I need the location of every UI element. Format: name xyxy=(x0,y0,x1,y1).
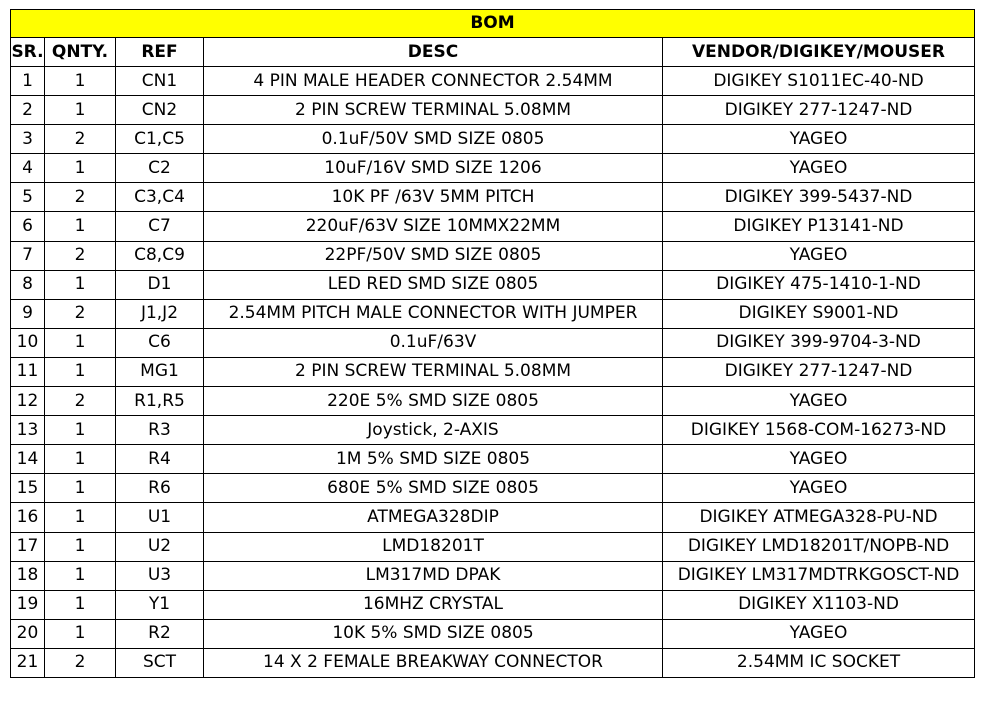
cell-sr: 10 xyxy=(11,328,45,357)
cell-qnty: 2 xyxy=(45,183,116,212)
column-header-sr: SR. xyxy=(11,38,45,67)
table-row xyxy=(11,212,975,241)
cell-qnty: 1 xyxy=(45,328,116,357)
cell-vendor: DIGIKEY S1011EC-40-ND xyxy=(663,67,975,96)
cell-sr: 5 xyxy=(11,183,45,212)
cell-desc: 22PF/50V SMD SIZE 0805 xyxy=(204,241,663,270)
cell-desc: 1M 5% SMD SIZE 0805 xyxy=(204,445,663,474)
cell-vendor: DIGIKEY X1103-ND xyxy=(663,590,975,619)
table-title-row xyxy=(11,10,975,38)
cell-vendor: DIGIKEY S9001-ND xyxy=(663,299,975,328)
table-row xyxy=(11,67,975,96)
cell-qnty: 1 xyxy=(45,561,116,590)
cell-sr: 21 xyxy=(11,648,45,677)
cell-sr: 3 xyxy=(11,125,45,154)
cell-ref: U3 xyxy=(116,561,204,590)
cell-qnty: 1 xyxy=(45,212,116,241)
cell-vendor: DIGIKEY P13141-ND xyxy=(663,212,975,241)
cell-ref: R3 xyxy=(116,416,204,445)
cell-sr: 15 xyxy=(11,474,45,503)
cell-desc: LM317MD DPAK xyxy=(204,561,663,590)
cell-vendor: YAGEO xyxy=(663,125,975,154)
table-row xyxy=(11,96,975,125)
cell-qnty: 2 xyxy=(45,299,116,328)
cell-qnty: 1 xyxy=(45,474,116,503)
cell-sr: 13 xyxy=(11,416,45,445)
cell-vendor: YAGEO xyxy=(663,387,975,416)
cell-ref: CN1 xyxy=(116,67,204,96)
table-row xyxy=(11,561,975,590)
cell-sr: 19 xyxy=(11,590,45,619)
table-row xyxy=(11,154,975,183)
cell-desc: 680E 5% SMD SIZE 0805 xyxy=(204,474,663,503)
cell-sr: 4 xyxy=(11,154,45,183)
cell-sr: 8 xyxy=(11,270,45,299)
cell-vendor: YAGEO xyxy=(663,241,975,270)
cell-qnty: 1 xyxy=(45,67,116,96)
cell-ref: U1 xyxy=(116,503,204,532)
table-row xyxy=(11,474,975,503)
cell-ref: Y1 xyxy=(116,590,204,619)
cell-sr: 11 xyxy=(11,357,45,386)
cell-vendor: 2.54MM IC SOCKET xyxy=(663,648,975,677)
cell-qnty: 1 xyxy=(45,270,116,299)
cell-vendor: DIGIKEY 1568-COM-16273-ND xyxy=(663,416,975,445)
cell-desc: 220E 5% SMD SIZE 0805 xyxy=(204,387,663,416)
cell-ref: R1,R5 xyxy=(116,387,204,416)
table-row xyxy=(11,270,975,299)
cell-sr: 1 xyxy=(11,67,45,96)
cell-ref: SCT xyxy=(116,648,204,677)
cell-ref: CN2 xyxy=(116,96,204,125)
cell-qnty: 1 xyxy=(45,503,116,532)
cell-desc: Joystick, 2-AXIS xyxy=(204,416,663,445)
cell-sr: 6 xyxy=(11,212,45,241)
cell-ref: D1 xyxy=(116,270,204,299)
table-row xyxy=(11,590,975,619)
cell-qnty: 1 xyxy=(45,445,116,474)
table-row xyxy=(11,532,975,561)
cell-sr: 9 xyxy=(11,299,45,328)
cell-qnty: 1 xyxy=(45,357,116,386)
cell-ref: C1,C5 xyxy=(116,125,204,154)
cell-ref: R6 xyxy=(116,474,204,503)
cell-vendor: DIGIKEY 399-5437-ND xyxy=(663,183,975,212)
cell-vendor: DIGIKEY 475-1410-1-ND xyxy=(663,270,975,299)
cell-desc: 10K PF /63V 5MM PITCH xyxy=(204,183,663,212)
cell-sr: 2 xyxy=(11,96,45,125)
cell-desc: 2 PIN SCREW TERMINAL 5.08MM xyxy=(204,96,663,125)
cell-sr: 7 xyxy=(11,241,45,270)
table-row xyxy=(11,387,975,416)
table-row xyxy=(11,125,975,154)
cell-ref: C8,C9 xyxy=(116,241,204,270)
cell-qnty: 1 xyxy=(45,416,116,445)
cell-sr: 16 xyxy=(11,503,45,532)
cell-vendor: DIGIKEY 277-1247-ND xyxy=(663,96,975,125)
table-row xyxy=(11,503,975,532)
cell-desc: 14 X 2 FEMALE BREAKWAY CONNECTOR xyxy=(204,648,663,677)
cell-desc: 220uF/63V SIZE 10MMX22MM xyxy=(204,212,663,241)
cell-vendor: YAGEO xyxy=(663,154,975,183)
cell-vendor: DIGIKEY ATMEGA328-PU-ND xyxy=(663,503,975,532)
cell-sr: 20 xyxy=(11,619,45,648)
cell-desc: 2.54MM PITCH MALE CONNECTOR WITH JUMPER xyxy=(204,299,663,328)
cell-ref: R2 xyxy=(116,619,204,648)
cell-desc: 10K 5% SMD SIZE 0805 xyxy=(204,619,663,648)
cell-vendor: DIGIKEY 399-9704-3-ND xyxy=(663,328,975,357)
column-header-ref: REF xyxy=(116,38,204,67)
cell-sr: 12 xyxy=(11,387,45,416)
table-body xyxy=(11,67,975,678)
table-row xyxy=(11,357,975,386)
cell-sr: 18 xyxy=(11,561,45,590)
table-row xyxy=(11,445,975,474)
table-row xyxy=(11,183,975,212)
bom-table xyxy=(10,9,975,678)
column-header-desc: DESC xyxy=(204,38,663,67)
table-row xyxy=(11,648,975,677)
cell-desc: 4 PIN MALE HEADER CONNECTOR 2.54MM xyxy=(204,67,663,96)
cell-ref: C7 xyxy=(116,212,204,241)
cell-vendor: DIGIKEY LM317MDTRKGOSCT-ND xyxy=(663,561,975,590)
cell-vendor: DIGIKEY 277-1247-ND xyxy=(663,357,975,386)
cell-qnty: 1 xyxy=(45,154,116,183)
column-header-row xyxy=(11,38,975,67)
cell-desc: 0.1uF/50V SMD SIZE 0805 xyxy=(204,125,663,154)
cell-ref: U2 xyxy=(116,532,204,561)
cell-ref: C2 xyxy=(116,154,204,183)
table-title: BOM xyxy=(11,10,975,38)
cell-sr: 17 xyxy=(11,532,45,561)
cell-vendor: YAGEO xyxy=(663,619,975,648)
cell-qnty: 2 xyxy=(45,125,116,154)
cell-desc: 2 PIN SCREW TERMINAL 5.08MM xyxy=(204,357,663,386)
cell-ref: R4 xyxy=(116,445,204,474)
cell-desc: 10uF/16V SMD SIZE 1206 xyxy=(204,154,663,183)
table-row xyxy=(11,416,975,445)
cell-vendor: YAGEO xyxy=(663,445,975,474)
table-row xyxy=(11,328,975,357)
column-header-qnty: QNTY. xyxy=(45,38,116,67)
cell-ref: C3,C4 xyxy=(116,183,204,212)
cell-qnty: 2 xyxy=(45,387,116,416)
cell-vendor: DIGIKEY LMD18201T/NOPB-ND xyxy=(663,532,975,561)
cell-qnty: 2 xyxy=(45,241,116,270)
cell-desc: 0.1uF/63V xyxy=(204,328,663,357)
cell-desc: ATMEGA328DIP xyxy=(204,503,663,532)
cell-qnty: 1 xyxy=(45,619,116,648)
table-row xyxy=(11,299,975,328)
cell-qnty: 1 xyxy=(45,532,116,561)
cell-vendor: YAGEO xyxy=(663,474,975,503)
cell-desc: LMD18201T xyxy=(204,532,663,561)
cell-ref: C6 xyxy=(116,328,204,357)
cell-ref: MG1 xyxy=(116,357,204,386)
cell-ref: J1,J2 xyxy=(116,299,204,328)
cell-desc: LED RED SMD SIZE 0805 xyxy=(204,270,663,299)
cell-qnty: 2 xyxy=(45,648,116,677)
cell-qnty: 1 xyxy=(45,96,116,125)
table-row xyxy=(11,241,975,270)
cell-sr: 14 xyxy=(11,445,45,474)
cell-desc: 16MHZ CRYSTAL xyxy=(204,590,663,619)
cell-qnty: 1 xyxy=(45,590,116,619)
column-header-vendor: VENDOR/DIGIKEY/MOUSER xyxy=(663,38,975,67)
table-row xyxy=(11,619,975,648)
